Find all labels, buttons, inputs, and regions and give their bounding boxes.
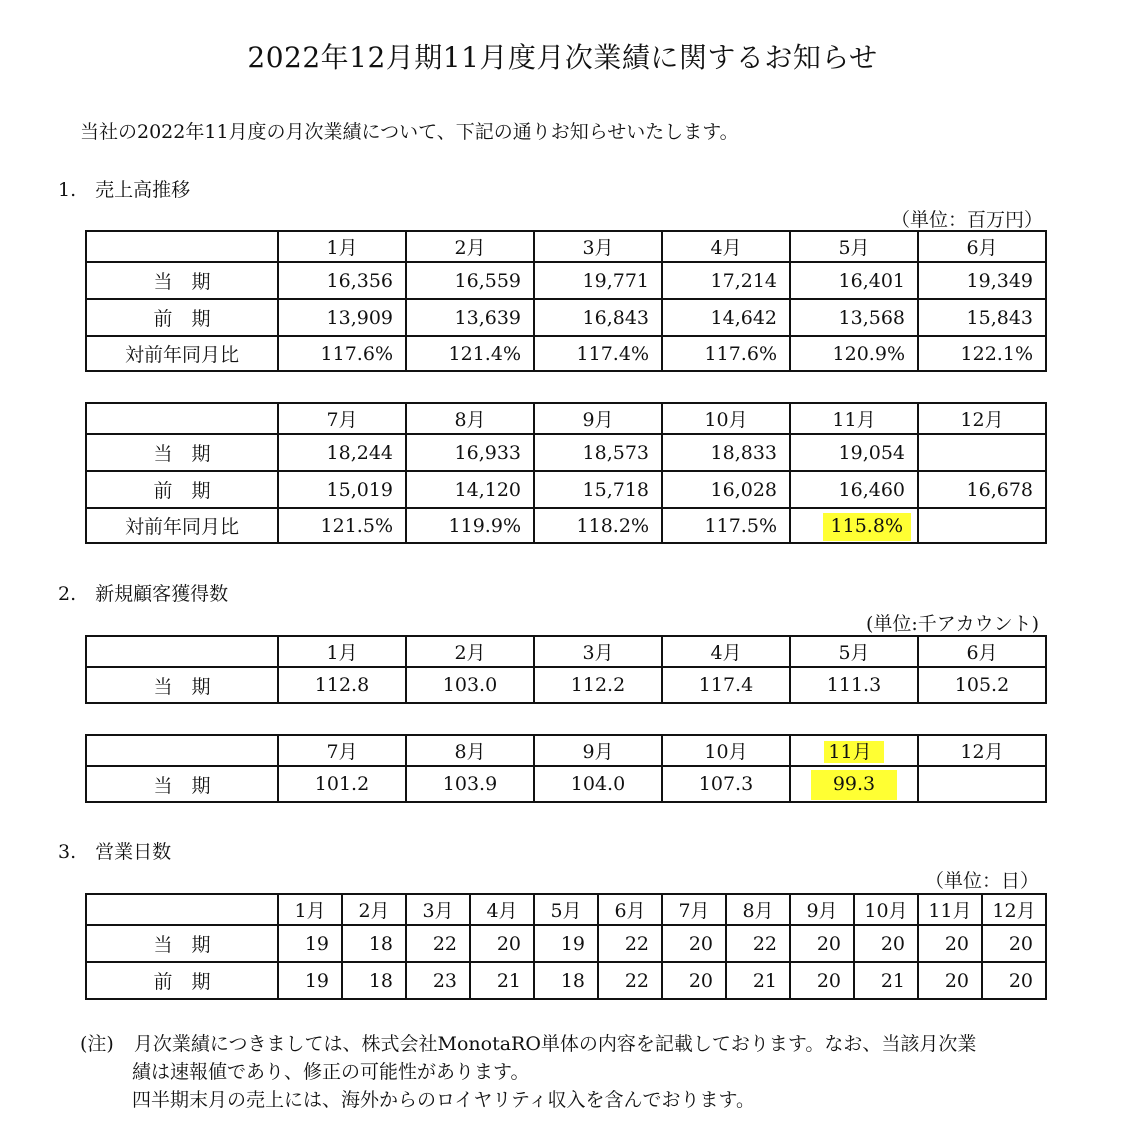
sales-table-h1: [85, 230, 1047, 372]
row-label: 前 期: [86, 471, 278, 508]
table-cell: 15,843: [918, 299, 1046, 336]
row-label: 前 期: [86, 962, 278, 999]
table-cell: 119.9%: [406, 508, 534, 543]
table-cell: 20: [918, 962, 982, 999]
month-header: 9月: [790, 894, 854, 925]
table-cell: 16,933: [406, 434, 534, 471]
corner-cell: [86, 735, 278, 766]
table-cell: 118.2%: [534, 508, 662, 543]
month-header: 8月: [726, 894, 790, 925]
table-cell: 19,054: [790, 434, 918, 471]
table-cell: 18: [534, 962, 598, 999]
table-cell: 117.5%: [662, 508, 790, 543]
month-header: 9月: [534, 735, 662, 766]
customers-heading: 2. 新規顧客獲得数: [58, 583, 229, 605]
month-header: 10月: [662, 735, 790, 766]
note-line: 績は速報値であり、修正の可能性があります。: [132, 1061, 530, 1083]
table-cell: 19: [278, 962, 342, 999]
month-header: 4月: [470, 894, 534, 925]
table-cell: 122.1%: [918, 336, 1046, 371]
month-header: 11月: [790, 403, 918, 434]
month-header: 6月: [918, 636, 1046, 667]
table-cell: 117.6%: [662, 336, 790, 371]
table-cell: [918, 434, 1046, 471]
table-cell: 21: [470, 962, 534, 999]
month-header: 4月: [662, 636, 790, 667]
table-cell: 20: [790, 925, 854, 962]
corner-cell: [86, 231, 278, 262]
note-text: 月次業績につきましては、株式会社MonotaRO単体の内容を記載しております。なお、当該月次業: [133, 1033, 977, 1055]
table-cell: 117.4: [662, 667, 790, 703]
month-header: 2月: [406, 636, 534, 667]
table-row: [86, 336, 1046, 371]
month-header: 12月: [918, 735, 1046, 766]
month-header: 4月: [662, 231, 790, 262]
corner-cell: [86, 403, 278, 434]
table-cell: 13,639: [406, 299, 534, 336]
page-title: 2022年12月期11月度月次業績に関するお知らせ: [247, 41, 878, 74]
table-cell: 20: [982, 925, 1046, 962]
sales-heading: 1. 売上高推移: [58, 179, 191, 201]
table-cell: 111.3: [790, 667, 918, 703]
note-line: [80, 1030, 976, 1058]
table-cell: [918, 766, 1046, 802]
month-header: 2月: [342, 894, 406, 925]
month-header: 3月: [534, 636, 662, 667]
corner-cell: [86, 894, 278, 925]
highlight-mark: 115.8%: [823, 513, 911, 541]
table-cell: 22: [726, 925, 790, 962]
row-label: 当 期: [86, 262, 278, 299]
table-cell: 16,356: [278, 262, 406, 299]
table-row: [86, 262, 1046, 299]
table-cell: 20: [662, 925, 726, 962]
table-cell: 19,349: [918, 262, 1046, 299]
table-row: [86, 434, 1046, 471]
table-cell: [918, 508, 1046, 543]
table-cell: 20: [918, 925, 982, 962]
intro-text: 当社の2022年11月度の月次業績について、下記の通りお知らせいたします。: [80, 121, 739, 143]
customers-unit: (単位:千アカウント): [865, 613, 1039, 635]
table-cell: 112.8: [278, 667, 406, 703]
table-row: [86, 508, 1046, 543]
month-header-highlighted: [790, 735, 918, 766]
table-cell-highlighted: [790, 766, 918, 802]
month-header: 7月: [662, 894, 726, 925]
header-row: [86, 735, 1046, 766]
table-cell: 22: [598, 962, 662, 999]
table-cell: 16,460: [790, 471, 918, 508]
table-cell: 15,019: [278, 471, 406, 508]
table-cell: 22: [406, 925, 470, 962]
notes: [80, 1030, 976, 1114]
table-cell: 20: [982, 962, 1046, 999]
table-cell: 103.9: [406, 766, 534, 802]
table-cell: 107.3: [662, 766, 790, 802]
row-label: 当 期: [86, 667, 278, 703]
table-cell: 20: [470, 925, 534, 962]
month-header: 5月: [534, 894, 598, 925]
days-table: [85, 893, 1047, 1000]
table-cell: 15,718: [534, 471, 662, 508]
table-cell: 21: [726, 962, 790, 999]
table-cell: 19: [278, 925, 342, 962]
month-header: 8月: [406, 735, 534, 766]
note-prefix: (注): [80, 1033, 114, 1055]
row-label: 当 期: [86, 925, 278, 962]
month-header: 3月: [406, 894, 470, 925]
table-cell: 16,401: [790, 262, 918, 299]
table-cell: 101.2: [278, 766, 406, 802]
month-header: 12月: [982, 894, 1046, 925]
note-line: 四半期末月の売上には、海外からのロイヤリティ収入を含んでおります。: [132, 1089, 756, 1111]
table-row: [86, 962, 1046, 999]
table-cell: 121.4%: [406, 336, 534, 371]
table-cell-highlighted: [790, 508, 918, 543]
table-row: [86, 299, 1046, 336]
table-cell: 121.5%: [278, 508, 406, 543]
table-cell: 14,120: [406, 471, 534, 508]
table-cell: 112.2: [534, 667, 662, 703]
table-cell: 13,568: [790, 299, 918, 336]
table-cell: 13,909: [278, 299, 406, 336]
sales-unit: （単位：百万円）: [890, 209, 1043, 231]
table-cell: 117.6%: [278, 336, 406, 371]
sales-table-h2: [85, 402, 1047, 544]
month-header: 5月: [790, 231, 918, 262]
table-cell: 18,573: [534, 434, 662, 471]
month-header: 2月: [406, 231, 534, 262]
table-cell: 23: [406, 962, 470, 999]
row-label: 前 期: [86, 299, 278, 336]
row-label: 当 期: [86, 766, 278, 802]
row-label: 当 期: [86, 434, 278, 471]
customers-table-h2: [85, 734, 1047, 803]
table-row: [86, 667, 1046, 703]
table-cell: 17,214: [662, 262, 790, 299]
table-cell: 120.9%: [790, 336, 918, 371]
month-header: 9月: [534, 403, 662, 434]
header-row: [86, 636, 1046, 667]
table-cell: 105.2: [918, 667, 1046, 703]
month-header: 6月: [598, 894, 662, 925]
month-header: 8月: [406, 403, 534, 434]
table-cell: 22: [598, 925, 662, 962]
table-cell: 103.0: [406, 667, 534, 703]
month-header: 3月: [534, 231, 662, 262]
table-cell: 21: [854, 962, 918, 999]
month-header: 1月: [278, 894, 342, 925]
month-header: 10月: [854, 894, 918, 925]
table-cell: 18: [342, 925, 406, 962]
table-cell: 19: [534, 925, 598, 962]
month-header: 1月: [278, 636, 406, 667]
table-cell: 20: [854, 925, 918, 962]
table-cell: 19,771: [534, 262, 662, 299]
row-label: 対前年同月比: [86, 336, 278, 371]
header-row: [86, 403, 1046, 434]
header-row: [86, 231, 1046, 262]
highlight-mark: 11月: [824, 741, 883, 763]
table-cell: 16,678: [918, 471, 1046, 508]
month-header: 10月: [662, 403, 790, 434]
table-cell: 20: [790, 962, 854, 999]
table-cell: 18: [342, 962, 406, 999]
table-cell: 16,843: [534, 299, 662, 336]
month-header: 1月: [278, 231, 406, 262]
corner-cell: [86, 636, 278, 667]
table-row: [86, 925, 1046, 962]
header-row: [86, 894, 1046, 925]
days-heading: 3. 営業日数: [58, 841, 172, 863]
table-cell: 104.0: [534, 766, 662, 802]
month-header: 12月: [918, 403, 1046, 434]
table-row: [86, 766, 1046, 802]
table-cell: 14,642: [662, 299, 790, 336]
table-cell: 16,559: [406, 262, 534, 299]
days-unit: （単位：日）: [924, 870, 1039, 892]
table-cell: 20: [662, 962, 726, 999]
customers-table-h1: [85, 635, 1047, 704]
month-header: 6月: [918, 231, 1046, 262]
highlight-mark: 99.3: [811, 770, 897, 800]
month-header: 11月: [918, 894, 982, 925]
row-label: 対前年同月比: [86, 508, 278, 543]
month-header: 5月: [790, 636, 918, 667]
table-row: [86, 471, 1046, 508]
month-header: 7月: [278, 735, 406, 766]
table-cell: 16,028: [662, 471, 790, 508]
table-cell: 18,244: [278, 434, 406, 471]
month-header: 7月: [278, 403, 406, 434]
table-cell: 117.4%: [534, 336, 662, 371]
table-cell: 18,833: [662, 434, 790, 471]
